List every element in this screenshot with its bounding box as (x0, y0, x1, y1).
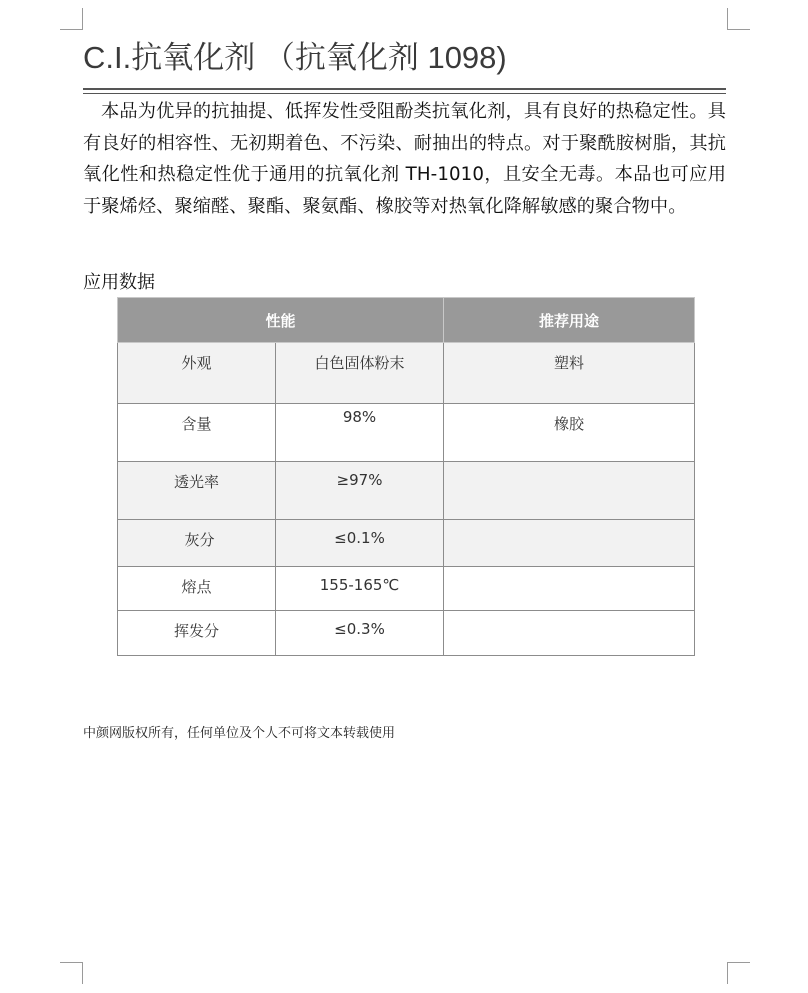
application-data-table (117, 297, 695, 656)
title-underline-thick (83, 88, 726, 90)
property-cell: 挥发分 (118, 611, 276, 656)
use-cell: 塑料 (444, 343, 695, 404)
crop-mark-bottom-right-h (727, 962, 750, 963)
property-cell: 外观 (118, 343, 276, 404)
section-heading: 应用数据 (83, 272, 155, 293)
value-cell: ≤0.1% (276, 520, 444, 567)
crop-mark-bottom-right-v (727, 962, 728, 984)
crop-mark-top-right-v (727, 8, 728, 30)
value-cell: ≥97% (276, 462, 444, 520)
table-row (118, 611, 695, 656)
crop-mark-top-left-v (82, 8, 83, 30)
use-cell (444, 520, 695, 567)
use-cell (444, 567, 695, 611)
use-cell (444, 462, 695, 520)
property-cell: 熔点 (118, 567, 276, 611)
property-cell: 灰分 (118, 520, 276, 567)
header-recommended-use: 推荐用途 (444, 298, 695, 343)
table-row (118, 343, 695, 404)
property-cell: 含量 (118, 404, 276, 462)
value-cell: 白色固体粉末 (276, 343, 444, 404)
table-row (118, 567, 695, 611)
product-description: 本品为优异的抗抽提、低挥发性受阻酚类抗氧化剂，具有良好的热稳定性。具有良好的相容性、无初期着色、不污染、耐抽出的特点。对于聚酰胺树脂，其抗氧化性和热稳定性优于通用的抗氧化剂 TH-1010，且安全无毒。本品也可应用于聚烯烃、聚缩醛、聚酯、聚氨酯、橡胶等对热氧化降解敏感的聚合物中。 (83, 101, 726, 217)
crop-mark-top-left-h (60, 29, 83, 30)
table-row (118, 404, 695, 462)
copyright-footer: 中颜网版权所有，任何单位及个人不可将文本转载使用 (83, 726, 396, 741)
use-cell (444, 611, 695, 656)
table-row (118, 462, 695, 520)
value-cell: 98% (276, 404, 444, 462)
crop-mark-bottom-left-v (82, 962, 83, 984)
crop-mark-bottom-left-h (60, 962, 83, 963)
header-performance: 性能 (118, 298, 444, 343)
value-cell: ≤0.3% (276, 611, 444, 656)
property-cell: 透光率 (118, 462, 276, 520)
page-title: C.I.抗氧化剂 （抗氧化剂 1098) (83, 40, 507, 75)
table-row (118, 520, 695, 567)
crop-mark-top-right-h (727, 29, 750, 30)
value-cell: 155-165℃ (276, 567, 444, 611)
use-cell: 橡胶 (444, 404, 695, 462)
title-underline-thin (83, 93, 726, 94)
